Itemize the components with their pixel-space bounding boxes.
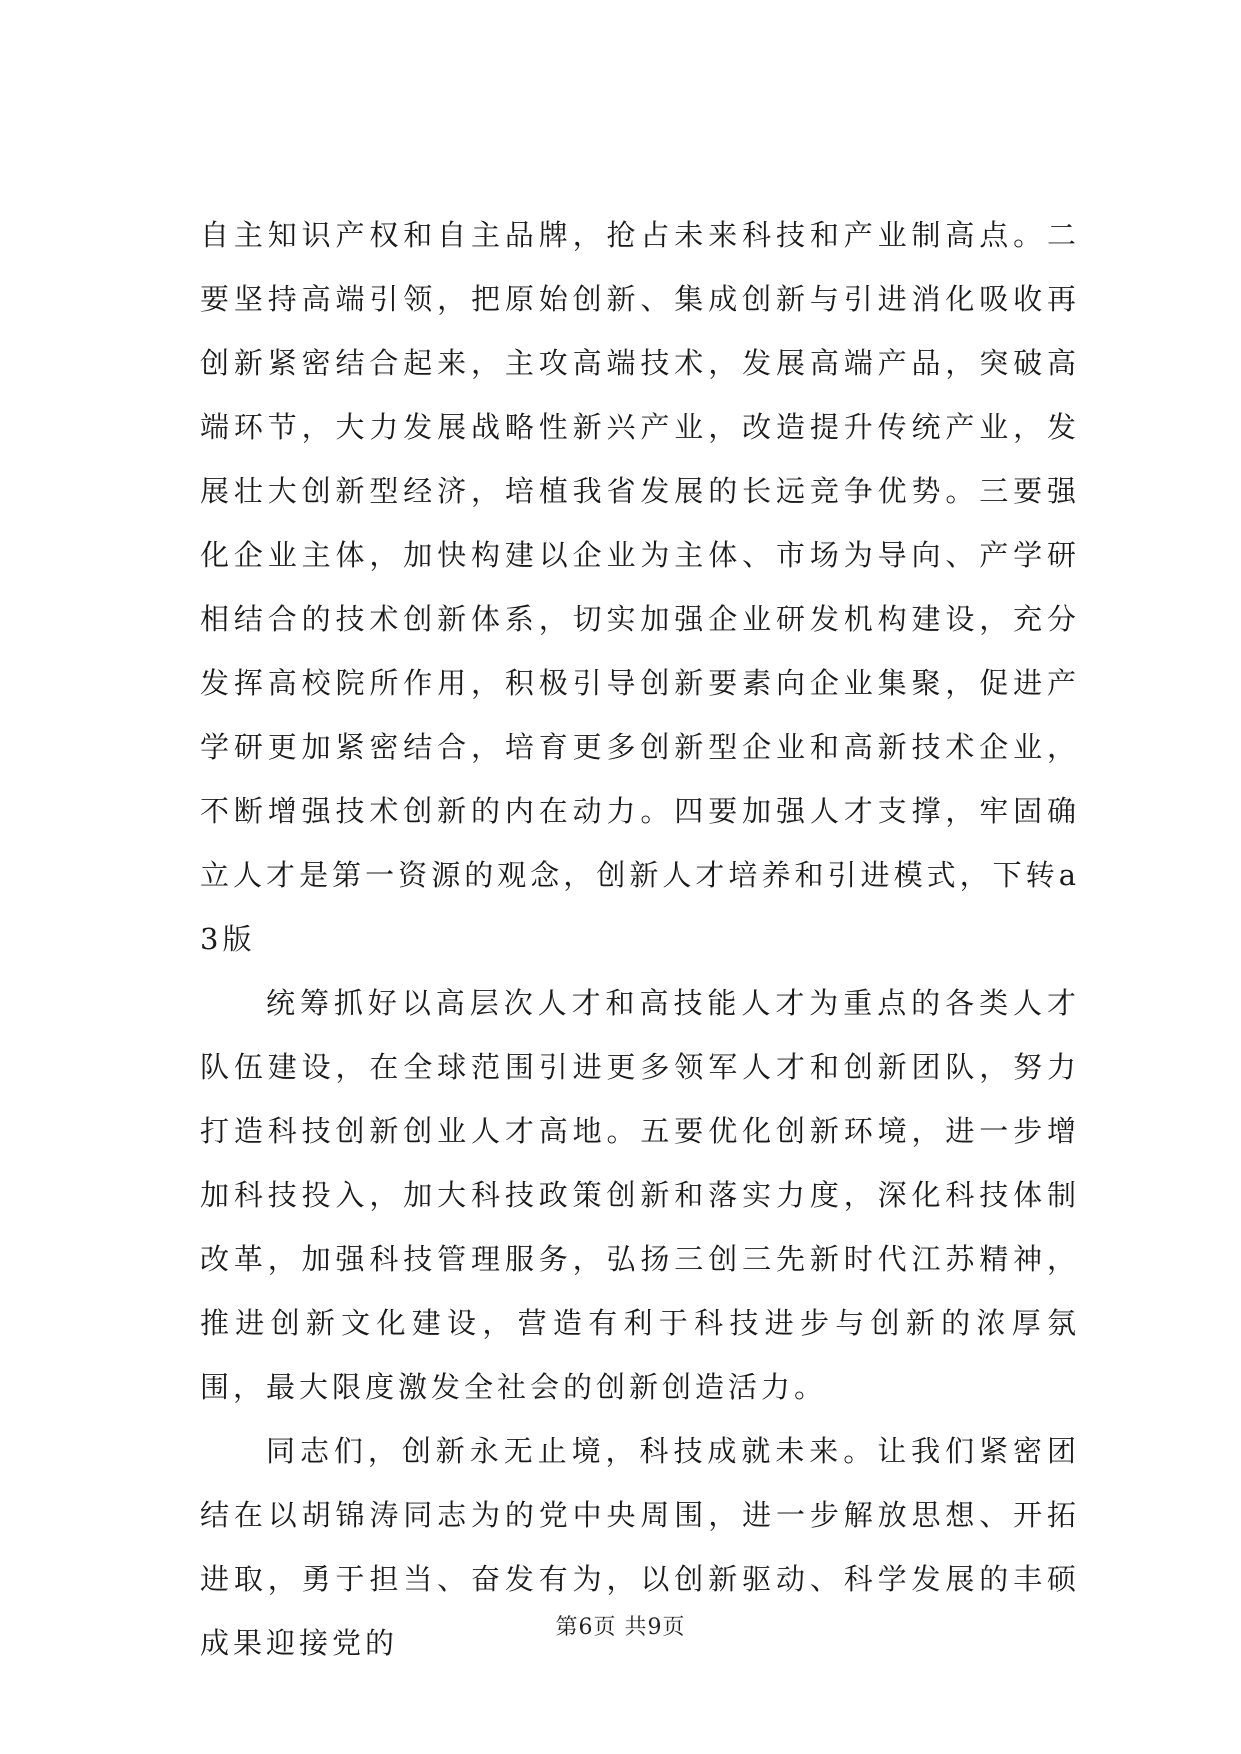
paragraph: 统筹抓好以高层次人才和高技能人才为重点的各类人才队伍建设，在全球范围引进更多领军人才和创新团队，努力打造科技创新创业人才高地。五要优化创新环境，进一步增加科技投入，加大科技政策创新和落实力度，深化科技体制改革，加强科技管理服务，弘扬三创三先新时代江苏精神，推进创新文化建设，营造有利于科技进步与创新的浓厚氛围，最大限度激发全社会的创新创造活力。 <box>200 986 1080 1404</box>
page-number: 第6页 共9页 <box>555 1615 686 1640</box>
paragraph-continued: 自主知识产权和自主品牌，抢占未来科技和产业制高点。二要坚持高端引领，把原始创新、集成创新与引进消化吸收再创新紧密结合起来，主攻高端技术，发展高端产品，突破高端环节，大力发展战略性新兴产业，改造提升传统产业，发展壮大创新型经济，培植我省发展的长远竞争优势。三要强化企业主体，加快构建以企业为主体、市场为导向、产学研相结合的技术创新体系，切实加强企业研发机构建设，充分发挥高校院所作用，积极引导创新要素向企业集聚，促进产学研更加紧密结合，培育更多创新型企业和高新技术企业，不断增强技术创新的内在动力。四要加强人才支撑，牢固确立人才是第一资源的观念，创新人才培养和引进模式，下转a3版 <box>200 218 1080 956</box>
document-body <box>200 203 1080 1675</box>
paragraph: 同志们，创新永无止境，科技成就未来。让我们紧密团结在以胡锦涛同志为的党中央周围，进一步解放思想、开拓进取，勇于担当、奋发有为，以创新驱动、科学发展的丰硕成果迎接党的 <box>200 1434 1080 1660</box>
